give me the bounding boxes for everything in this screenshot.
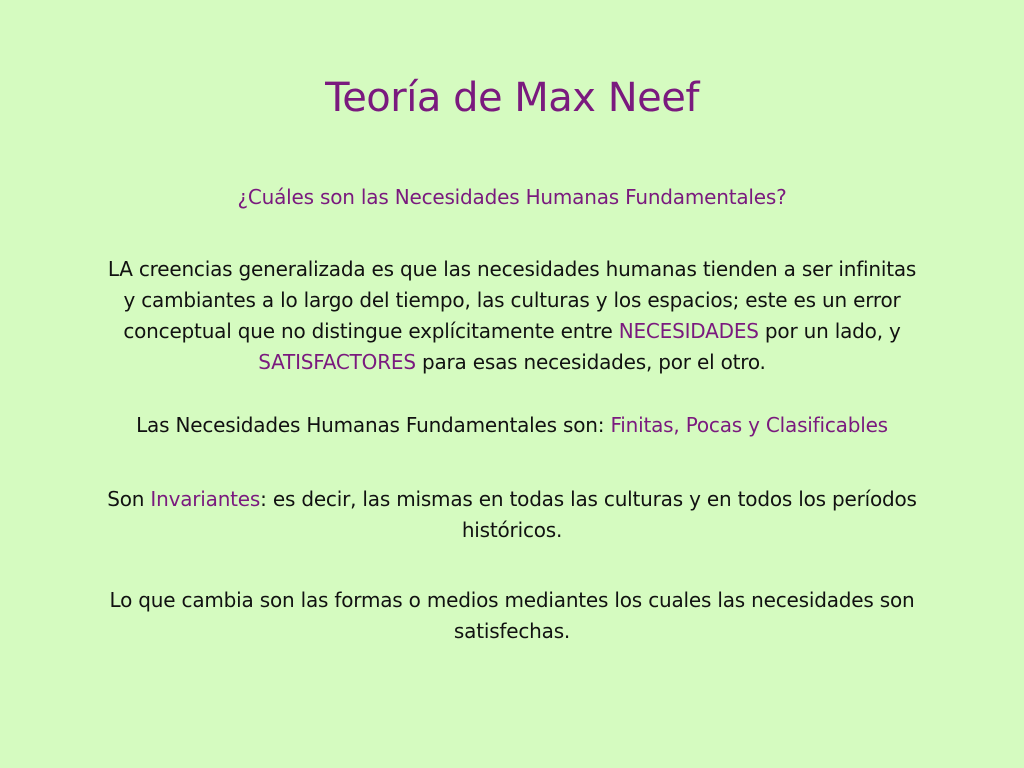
paragraph1-line4-end: para esas necesidades, por el otro. <box>415 350 766 374</box>
paragraph2-text: Las Necesidades Humanas Fundamentales son: <box>136 413 611 437</box>
paragraph4-line1: Lo que cambia son las formas o medios mediantes los cuales las necesidades son <box>109 588 915 612</box>
paragraph1-line3-start: conceptual que no distingue explícitamente entre <box>123 319 619 343</box>
highlight-necesidades: NECESIDADES <box>618 319 759 343</box>
paragraph3-start: Son <box>107 487 151 511</box>
paragraph1-line1: LA creencias generalizada es que las necesidades humanas tienden a ser infinitas <box>107 257 917 281</box>
slide-subtitle: ¿Cuáles son las Necesidades Humanas Fundamentales? <box>237 185 787 209</box>
paragraph-needs-finite <box>50 410 974 441</box>
slide-title: Teoría de Max Neef <box>325 75 699 121</box>
highlight-invariantes: Invariantes <box>150 487 261 511</box>
paragraph4-line2: satisfechas. <box>453 619 571 643</box>
paragraph-needs-belief <box>50 254 974 378</box>
paragraph1-line3-end: por un lado, y <box>758 319 901 343</box>
highlight-satisfactores: SATISFACTORES <box>258 350 416 374</box>
paragraph-what-changes <box>50 585 974 647</box>
highlight-finitas: Finitas, Pocas y Clasificables <box>610 413 888 437</box>
paragraph3-line1-end: : es decir, las mismas en todas las culturas y en todos los períodos <box>260 487 917 511</box>
paragraph3-line2: históricos. <box>461 518 563 542</box>
paragraph-invariant <box>50 484 974 546</box>
paragraph1-line2: y cambiantes a lo largo del tiempo, las culturas y los espacios; este es un error <box>123 288 901 312</box>
